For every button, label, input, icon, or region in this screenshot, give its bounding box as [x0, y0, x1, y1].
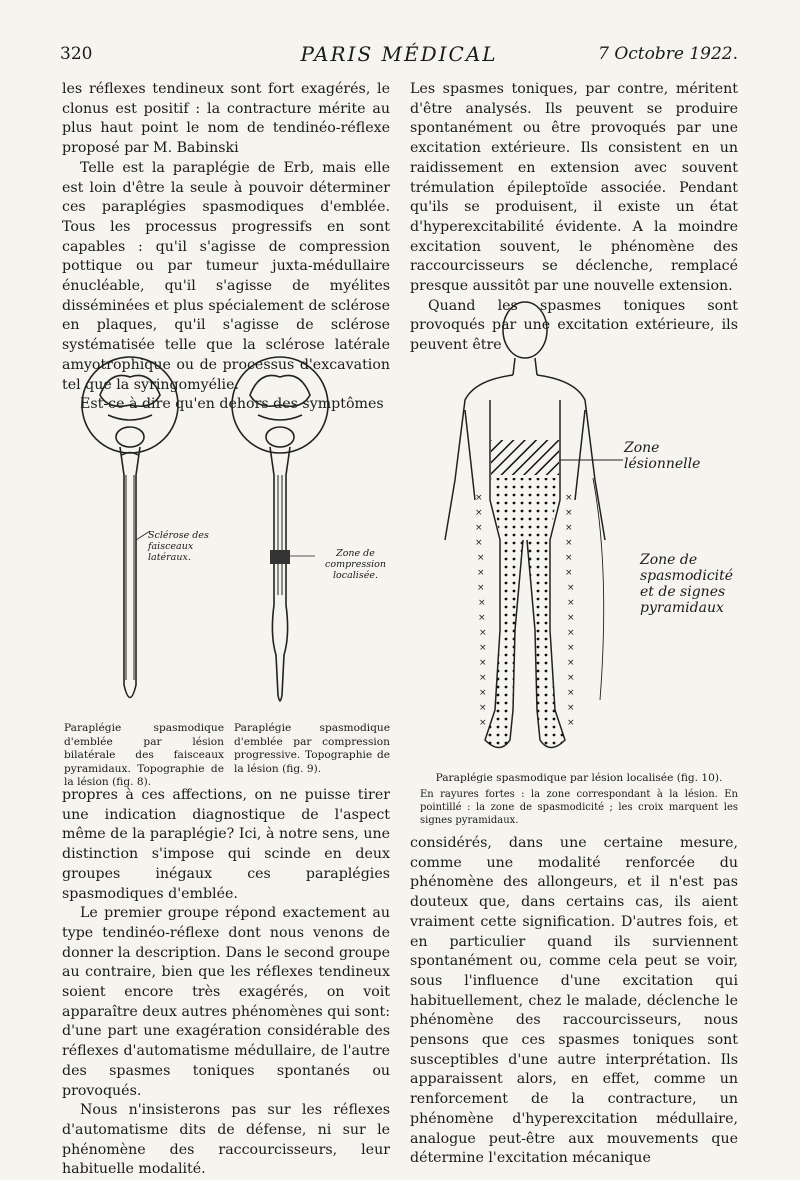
svg-text:×: × — [475, 538, 483, 548]
svg-text:×: × — [565, 568, 573, 578]
svg-text:×: × — [475, 523, 483, 533]
svg-text:×: × — [479, 703, 487, 713]
svg-text:×: × — [567, 673, 575, 683]
handwritten-zone-spasm-note: Zone de spasmodicité et de signes pyramidaux — [640, 552, 734, 616]
svg-text:×: × — [479, 658, 487, 668]
svg-text:×: × — [479, 718, 487, 728]
figure-10-caption-body: En rayures fortes : la zone correspondant à la lésion. En pointillé : la zone de spasmodicité ; les croix marquent les signes pyramidaux. — [420, 789, 738, 826]
svg-text:×: × — [565, 493, 573, 503]
svg-text:×: × — [565, 538, 573, 548]
running-header — [60, 42, 738, 72]
figure-9-spinal-cord — [220, 355, 380, 715]
svg-text:×: × — [565, 508, 573, 518]
page-number: 320 — [60, 44, 93, 64]
svg-text:×: × — [479, 628, 487, 638]
figure-8-label: Sclérose des faisceaux latéraux. — [148, 530, 209, 563]
svg-text:×: × — [567, 643, 575, 653]
svg-text:×: × — [567, 703, 575, 713]
svg-text:×: × — [478, 613, 486, 623]
svg-text:×: × — [475, 493, 483, 503]
left-paragraph-4: Le premier groupe répond exactement au type tendinéo-réflexe dont nous venons de donner la description. Dans le second groupe au contraire, bien que les réflexes tendineux soient encore très exagérés, on voit apparaître deux autres phénomènes qui sont: d'une part une exagération considérable des réflexes d'automatisme médullaire, de l'autre des spasmes toniques spontanés ou provoqués. — [62, 905, 390, 1099]
right-paragraph-2: considérés, dans une certaine mesure, comme une modalité renforcée du phénomène des allongeurs, et il n'est pas douteux que, dans certains cas, ils aient vraiment cette signification. D'autres fois, et en particulier quand ils surviennent spontanément ou, comme cela peut se voir, sous l'influence d'une excitation qui habituellement, chez le malade, déclenche le phénomène des raccourcisseurs, nous pensons que ces spasmes toniques sont susceptibles d'une autre interprétation. Ils apparaissent alors, en effet, comme un renforcement de la contracture, un phénomène d'hyperexcitation médullaire, analogue peut-être aux mouvements que détermine l'excitation mécanique — [410, 835, 738, 1167]
svg-text:×: × — [478, 598, 486, 608]
right-paragraph-0: Les spasmes toniques, par contre, méritent d'être analysés. Ils peuvent se produire spontanément ou être provoqués par une excitation extérieure. Ils consistent en un raidissement en extension avec souvent trémulation épileptoïde associée. Pendant qu'ils se produisent, il existe un état d'hyperexcitabilité évidente. A la moindre excitation souvent, le phénomène des raccourcisseurs se déclenche, remplacé presque aussitôt par une nouvelle extension. — [410, 81, 738, 295]
svg-text:×: × — [477, 583, 485, 593]
handwritten-zone-lesion-note: Zone lésionnelle — [624, 440, 701, 472]
left-paragraph-0: les réflexes tendineux sont fort exagérés, le clonus est positif : la contracture mérite au plus haut point le nom de tendinéo-réflexe proposé par M. Babinski — [62, 81, 390, 157]
svg-text:×: × — [567, 688, 575, 698]
svg-text:×: × — [567, 583, 575, 593]
svg-text:×: × — [479, 673, 487, 683]
svg-text:×: × — [479, 643, 487, 653]
svg-text:×: × — [567, 598, 575, 608]
figure-10-body-diagram — [415, 300, 625, 765]
figure-9-caption: Paraplégie spasmodique d'emblée par compression progressive. Topographie de la lésion (fig. 9). — [234, 722, 390, 775]
left-paragraph-1: Telle est la paraplégie de Erb, mais elle est loin d'être la seule à pouvoir déterminer ces paraplégies spasmodiques d'emblée. Tous les processus progressifs en sont capables : qu'il s'agisse de compression pottique ou par tumeur juxta-médullaire énucléable, qu'il s'agisse de myélites disséminées et plus spécialement de sclérose en plaques, qu'il s'agisse de sclérose systématisée telle que la sclérose latérale amyotrophique ou de processus d'excavation tel que la syringomyélie. — [62, 159, 390, 393]
svg-text:×: × — [475, 508, 483, 518]
svg-text:×: × — [477, 568, 485, 578]
svg-text:×: × — [567, 628, 575, 638]
svg-text:×: × — [565, 553, 573, 563]
figure-8-caption: Paraplégie spasmodique d'emblée par lésion bilatérale des faisceaux pyramidaux. Topographie de la lésion (fig. 8). — [64, 722, 224, 788]
figure-10-caption-title: Paraplégie spasmodique par lésion localisée (fig. 10). — [435, 772, 723, 784]
left-paragraph-3: propres à ces affections, on ne puisse tirer une indication diagnostique de l'aspect même de la paraplégie? Ici, à notre sens, une distinction s'impose qui scinde en deux groupes inégaux ces paraplégies spasmodiques d'emblée. — [62, 787, 390, 902]
svg-text:×: × — [565, 523, 573, 533]
figure-9-label: Zone de compression localisée. — [325, 548, 386, 581]
left-paragraph-2: Est-ce à dire qu'en dehors des symptômes — [80, 396, 384, 413]
svg-text:×: × — [479, 688, 487, 698]
svg-text:×: × — [567, 718, 575, 728]
left-paragraph-5: Nous n'insisterons pas sur les réflexes d'automatisme dits de défense, ni sur le phénomène des raccourcisseurs, leur habituelle modalité. — [62, 1102, 390, 1178]
left-column-bottom — [62, 786, 390, 1180]
svg-text:×: × — [567, 613, 575, 623]
svg-text:×: × — [567, 658, 575, 668]
svg-text:×: × — [477, 553, 485, 563]
issue-date: 7 Octobre 1922. — [598, 44, 738, 64]
journal-title: PARIS MÉDICAL — [300, 42, 498, 66]
right-paragraph-1: Quand les spasmes toniques sont provoqués par une excitation extérieure, ils peuvent être — [410, 297, 738, 354]
right-column-bottom — [410, 834, 738, 1169]
